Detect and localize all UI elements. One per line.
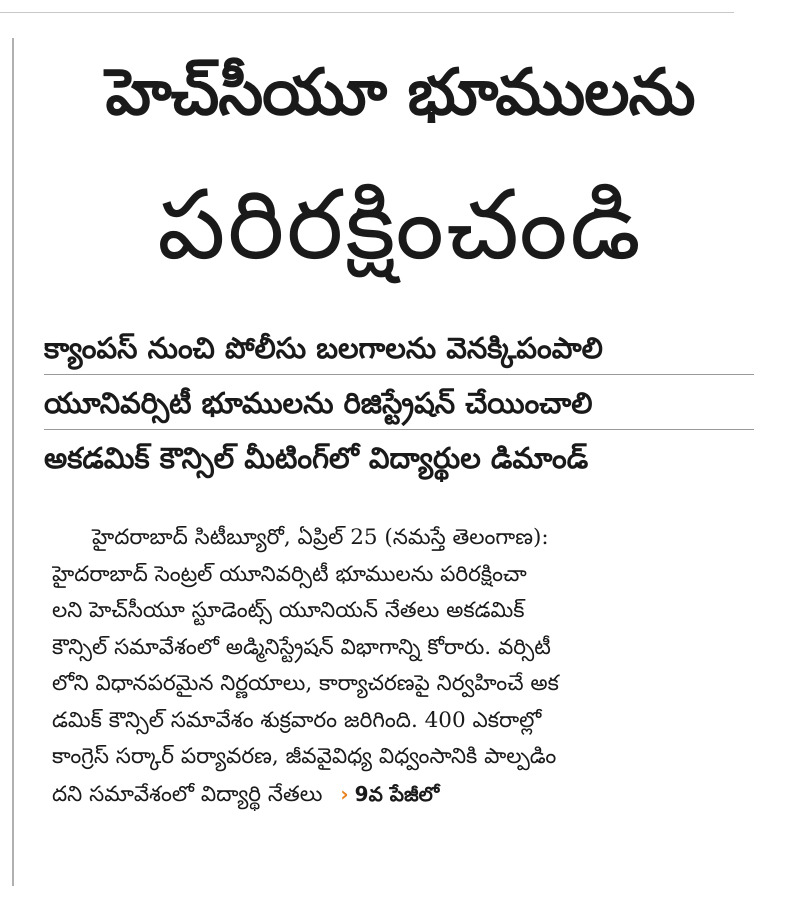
body-line-2: హైదరాబాద్ సెంట్రల్ యూనివర్సిటీ భూములను పరిరక్షించా — [52, 561, 527, 587]
news-clipping — [30, 30, 770, 890]
body-line-6: డమిక్ కౌన్సిల్ సమావేశం శుక్రవారం జరిగింది. 400 ఎకరాల్లో — [52, 707, 542, 733]
body-line-1: హైదరాబాద్ సిటీబ్యూరో, ఏప్రిల్ 25 (నమస్తే తెలంగాణ): — [92, 525, 549, 550]
subhead-1: క్యాంపస్ నుంచి పోలీసు బలగాలను వెనక్కిపంపాలి — [44, 320, 754, 375]
body-line-3: లని హెచ్‌సీయూ స్టూడెంట్స్ యూనియన్ నేతలు అకడమిక్ — [52, 598, 525, 623]
headline-line-2: పరిరక్షించండి — [157, 169, 643, 281]
top-border — [0, 0, 734, 13]
subheadings — [44, 320, 754, 484]
continued-label: 9వ పేజీలో — [354, 781, 440, 806]
chevron-right-icon: › — [340, 781, 349, 806]
body-line-4: కౌన్సిల్ సమావేశంలో అడ్మినిస్ట్రేషన్ విభాగాన్ని కోరారు. వర్సిటీ — [52, 634, 551, 660]
body-line-5: లోని విధానపరమైన నిర్ణయాలు, కార్యాచరణపై నిర్వహించే అక — [52, 671, 559, 696]
subhead-2: యూనివర్సిటీ భూములను రిజిస్ట్రేషన్ చేయించాలి — [44, 375, 754, 430]
subhead-3: అకడమిక్ కౌన్సిల్ మీటింగ్‌లో విద్యార్థుల డిమాండ్ — [44, 441, 589, 475]
body-line-8-text: దని సమావేశంలో విద్యార్థి నేతలు — [52, 781, 323, 807]
article-body — [52, 520, 762, 813]
continued-on-page — [340, 776, 439, 813]
body-line-8 — [52, 776, 762, 814]
headline-line-1: హెచ్‌సీయూ భూములను — [105, 56, 695, 130]
body-line-7: కాంగ్రెస్ సర్కార్ పర్యావరణ, జీవవైవిధ్య విధ్వంసానికి పాల్పడిం — [52, 744, 557, 769]
left-column-rule — [12, 38, 14, 886]
